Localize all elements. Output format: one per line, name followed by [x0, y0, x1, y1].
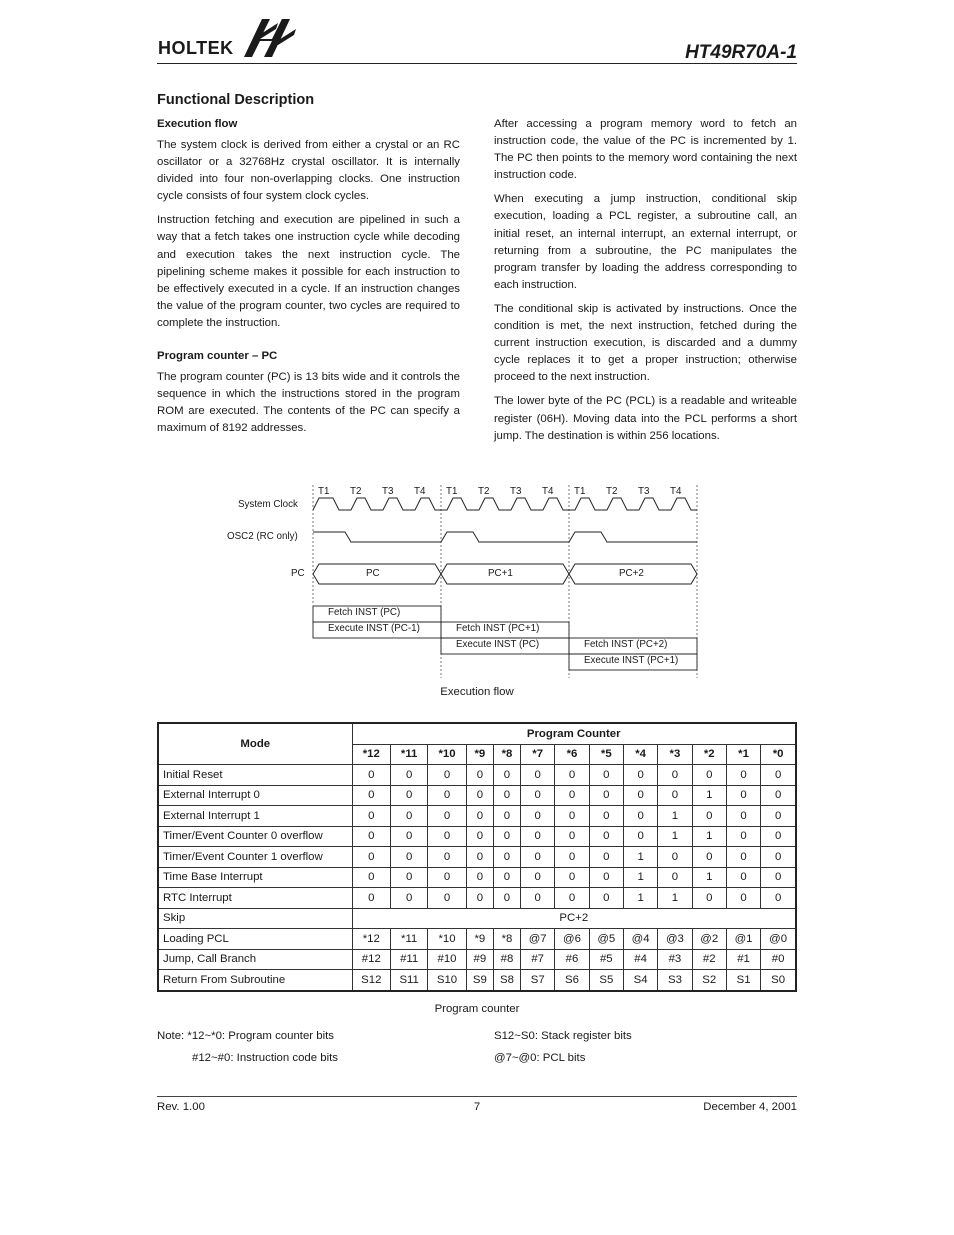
bit-cell: 0	[391, 867, 428, 888]
pc-value: PC	[366, 568, 380, 579]
bit-cell: 0	[589, 867, 623, 888]
mode-cell: Initial Reset	[158, 765, 352, 786]
bit-cell: S0	[761, 970, 796, 991]
left-paragraph-3: The program counter (PC) is 13 bits wide and it controls the sequence in which the instructions stored in the program ROM are executed. The contents of the PC can specify a maximum of 8192 addresses.	[157, 371, 460, 435]
bit-cell: 0	[761, 826, 796, 847]
mode-cell: Loading PCL	[158, 929, 352, 950]
bit-cell: S4	[623, 970, 657, 991]
table-row	[158, 970, 796, 991]
bit-cell: 0	[555, 785, 589, 806]
bit-cell: 0	[623, 785, 657, 806]
bit-cell: 0	[555, 826, 589, 847]
bit-cell: @5	[589, 929, 623, 950]
timing-waveforms	[305, 480, 705, 680]
bit-cell: 0	[352, 847, 391, 868]
program-counter-group-header: Program Counter	[352, 723, 796, 744]
bit-cell: 0	[726, 765, 760, 786]
bit-cell: 0	[466, 785, 493, 806]
mode-header: Mode	[158, 723, 352, 765]
bit-cell: 1	[658, 806, 692, 827]
bit-cell: 0	[589, 765, 623, 786]
osc2-label: OSC2 (RC only)	[227, 531, 298, 542]
bit-cell: S8	[493, 970, 520, 991]
bit-cell: #5	[589, 949, 623, 970]
execution-flow-heading: Execution flow	[157, 118, 238, 130]
bit-cell: 0	[726, 806, 760, 827]
brand-logo-text: HOLTEK	[158, 38, 234, 58]
bit-cell: @0	[761, 929, 796, 950]
note-instruction-code-bits: #12~#0: Instruction code bits	[192, 1052, 338, 1064]
bit-cell: *9	[466, 929, 493, 950]
bit-cell: 0	[521, 867, 555, 888]
bit-cell: S12	[352, 970, 391, 991]
bit-cell: 0	[692, 888, 726, 909]
bit-cell: 0	[623, 806, 657, 827]
bit-cell: 0	[761, 785, 796, 806]
right-paragraph-2: When executing a jump instruction, conditional skip execution, loading a PCL register, a subroutine call, an initial reset, an internal interrupt, an external interrupt, or returning from a subroutine, the PC manipulates the program transfer by loading the address corresponding to each instruction.	[494, 193, 797, 291]
phase-label: T3	[510, 486, 522, 497]
bit-cell: 0	[466, 847, 493, 868]
bit-cell: 0	[352, 867, 391, 888]
bit-cell: @3	[658, 929, 692, 950]
bit-cell: 0	[658, 785, 692, 806]
right-paragraph-3: The conditional skip is activated by instructions. Once the condition is met, the next instruction, fetched during the current instruction execution, is discarded and a dummy cycle replaces it to get a proper instruction; otherwise proceed to the next instruction.	[494, 302, 797, 384]
mode-cell: External Interrupt 0	[158, 785, 352, 806]
bit-header: *3	[658, 744, 692, 765]
table-row	[158, 949, 796, 970]
bit-cell: 0	[521, 806, 555, 827]
bit-cell: 0	[493, 785, 520, 806]
bit-cell: 0	[692, 847, 726, 868]
left-column	[157, 116, 460, 444]
mode-cell: External Interrupt 1	[158, 806, 352, 827]
bit-cell: 0	[726, 785, 760, 806]
phase-label: T1	[318, 486, 330, 497]
bit-cell: 0	[555, 765, 589, 786]
bit-cell: 0	[428, 867, 467, 888]
osc2-wave	[313, 532, 697, 542]
bit-cell: *12	[352, 929, 391, 950]
bit-cell: 0	[761, 847, 796, 868]
bit-cell: 0	[391, 806, 428, 827]
table-row	[158, 765, 796, 786]
mode-cell: Return From Subroutine	[158, 970, 352, 991]
bit-cell: S3	[658, 970, 692, 991]
note-program-counter-bits: Note: *12~*0: Program counter bits	[157, 1030, 334, 1042]
bit-header: *8	[493, 744, 520, 765]
bit-cell: 0	[391, 765, 428, 786]
bit-header: *2	[692, 744, 726, 765]
bit-cell: 0	[428, 806, 467, 827]
bit-cell: 0	[428, 785, 467, 806]
bit-cell: 0	[466, 765, 493, 786]
execution-flow-caption: Execution flow	[440, 686, 514, 698]
bit-cell: 0	[589, 847, 623, 868]
program-counter-table	[157, 722, 797, 992]
pc-label: PC	[291, 568, 305, 579]
document-id: HT49R70A-1	[685, 42, 797, 63]
bit-cell: 0	[555, 888, 589, 909]
bit-cell: 0	[761, 888, 796, 909]
bit-cell: @1	[726, 929, 760, 950]
bit-cell: #6	[555, 949, 589, 970]
table-row	[158, 929, 796, 950]
bit-cell: @7	[521, 929, 555, 950]
bit-cell: 0	[555, 847, 589, 868]
mode-cell: Timer/Event Counter 1 overflow	[158, 847, 352, 868]
bit-header: *0	[761, 744, 796, 765]
bit-header: *1	[726, 744, 760, 765]
bit-cell: 0	[589, 888, 623, 909]
bit-header: *5	[589, 744, 623, 765]
bit-cell: 0	[466, 867, 493, 888]
bit-cell: 1	[658, 826, 692, 847]
header-rule	[157, 63, 797, 64]
bit-cell: 0	[555, 806, 589, 827]
phase-label: T1	[446, 486, 458, 497]
holtek-logo-icon	[238, 13, 300, 59]
phase-label: T2	[350, 486, 362, 497]
bit-cell: S1	[726, 970, 760, 991]
bit-cell: 1	[623, 867, 657, 888]
bit-cell: #7	[521, 949, 555, 970]
system-clock-label: System Clock	[238, 499, 298, 510]
bit-cell: 1	[692, 785, 726, 806]
bit-cell: #11	[391, 949, 428, 970]
bit-cell: 0	[391, 785, 428, 806]
bit-cell: S11	[391, 970, 428, 991]
bit-cell: 0	[352, 765, 391, 786]
bit-cell: #12	[352, 949, 391, 970]
table-row	[158, 785, 796, 806]
bit-cell: 0	[352, 806, 391, 827]
bit-cell: 0	[428, 847, 467, 868]
pc-value: PC+2	[619, 568, 644, 579]
page-number: 7	[473, 1101, 481, 1113]
bit-cell: S7	[521, 970, 555, 991]
bit-cell: 0	[692, 765, 726, 786]
mode-cell: Timer/Event Counter 0 overflow	[158, 826, 352, 847]
section-title: Functional Description	[157, 92, 315, 108]
note-pcl-bits: @7~@0: PCL bits	[494, 1052, 586, 1064]
table-row	[158, 806, 796, 827]
bit-header: *9	[466, 744, 493, 765]
bit-cell: 0	[391, 826, 428, 847]
bit-cell: 0	[493, 765, 520, 786]
pipeline-execute-1: Execute INST (PC-1)	[328, 623, 420, 634]
footer-rule	[157, 1096, 797, 1097]
bit-cell: *10	[428, 929, 467, 950]
bit-cell: 0	[761, 765, 796, 786]
bit-cell: @6	[555, 929, 589, 950]
bit-cell: 0	[391, 888, 428, 909]
bit-cell: S5	[589, 970, 623, 991]
mode-cell: Jump, Call Branch	[158, 949, 352, 970]
phase-label: T4	[542, 486, 554, 497]
bit-cell: 0	[589, 785, 623, 806]
right-paragraph-4: The lower byte of the PC (PCL) is a readable and writeable register (06H). Moving data into the PCL performs a short jump. The destination is within 256 locations.	[494, 395, 797, 442]
program-counter-table-body	[158, 765, 796, 991]
bit-cell: 0	[658, 847, 692, 868]
bit-cell: #8	[493, 949, 520, 970]
bit-cell: *8	[493, 929, 520, 950]
bit-cell: 1	[692, 826, 726, 847]
bit-cell: 1	[623, 847, 657, 868]
document-date: December 4, 2001	[703, 1101, 797, 1113]
pipeline-fetch-1: Fetch INST (PC)	[328, 607, 401, 618]
bit-header: *6	[555, 744, 589, 765]
pipeline-fetch-2: Fetch INST (PC+1)	[456, 623, 540, 634]
bit-cell: 0	[391, 847, 428, 868]
bit-cell: 0	[493, 867, 520, 888]
bit-cell: 0	[589, 806, 623, 827]
phase-label: T3	[382, 486, 394, 497]
bit-cell: 0	[493, 806, 520, 827]
bit-header: *7	[521, 744, 555, 765]
phase-label: T1	[574, 486, 586, 497]
bit-cell: 0	[623, 826, 657, 847]
pipeline-execute-2: Execute INST (PC)	[456, 639, 540, 650]
bit-cell: 0	[658, 867, 692, 888]
bit-cell: 1	[692, 867, 726, 888]
table-row	[158, 826, 796, 847]
bit-cell: 0	[521, 765, 555, 786]
phase-label: T4	[414, 486, 426, 497]
bit-cell: 0	[428, 826, 467, 847]
note-stack-register-bits: S12~S0: Stack register bits	[494, 1030, 632, 1042]
bit-cell: 0	[428, 888, 467, 909]
table-row	[158, 847, 796, 868]
bit-cell: 0	[466, 888, 493, 909]
bit-cell: 0	[658, 765, 692, 786]
revision: Rev. 1.00	[157, 1101, 205, 1113]
table-row	[158, 867, 796, 888]
bit-cell: 0	[521, 888, 555, 909]
bit-cell: S6	[555, 970, 589, 991]
bit-cell: #3	[658, 949, 692, 970]
bit-cell: #9	[466, 949, 493, 970]
bit-cell: 0	[521, 826, 555, 847]
bit-cell: #4	[623, 949, 657, 970]
bit-cell: #1	[726, 949, 760, 970]
bit-cell: 0	[466, 826, 493, 847]
bit-cell: 1	[623, 888, 657, 909]
left-paragraph-1: The system clock is derived from either a crystal or an RC oscillator or a 32768Hz crystal oscillator. It is internally divided into four non-overlapping clocks. One instruction cycle consists of four system clock cycles.	[157, 139, 460, 203]
bit-cell: 0	[521, 847, 555, 868]
bit-cell: @2	[692, 929, 726, 950]
program-counter-heading: Program counter – PC	[157, 350, 278, 363]
program-counter-caption: Program counter	[434, 1003, 520, 1015]
bit-cell: 0	[352, 826, 391, 847]
pipeline-execute-3: Execute INST (PC+1)	[584, 655, 679, 666]
left-paragraph-2: Instruction fetching and execution are pipelined in such a way that a fetch takes one instruction cycle while decoding and execution takes the next instruction cycle. The pipelining scheme makes it possible for each instruction to be effectively executed in a cycle. If an instruction changes the value of the program counter, two cycles are required to complete the instruction.	[157, 214, 460, 329]
bit-cell: #10	[428, 949, 467, 970]
bit-header: *4	[623, 744, 657, 765]
bit-cell: 0	[726, 867, 760, 888]
bit-cell: S2	[692, 970, 726, 991]
bit-header: *11	[391, 744, 428, 765]
right-column	[494, 116, 797, 452]
phase-label: T2	[478, 486, 490, 497]
bit-cell: 0	[428, 765, 467, 786]
bit-header: *12	[352, 744, 391, 765]
bit-cell: 0	[555, 867, 589, 888]
phase-label: T2	[606, 486, 618, 497]
bit-cell: 0	[623, 765, 657, 786]
table-row	[158, 888, 796, 909]
bit-cell: 0	[466, 806, 493, 827]
mode-cell: Time Base Interrupt	[158, 867, 352, 888]
bit-cell: *11	[391, 929, 428, 950]
pipeline-fetch-3: Fetch INST (PC+2)	[584, 639, 668, 650]
bit-cell: 0	[726, 826, 760, 847]
pc-value: PC+1	[488, 568, 513, 579]
mode-cell: Skip	[158, 908, 352, 929]
phase-label: T4	[670, 486, 682, 497]
bit-cell: S10	[428, 970, 467, 991]
bit-cell: 0	[761, 867, 796, 888]
bit-cell: 0	[761, 806, 796, 827]
bit-cell: 0	[493, 847, 520, 868]
bit-cell: 0	[352, 888, 391, 909]
mode-cell: RTC Interrupt	[158, 888, 352, 909]
bit-cell: 1	[658, 888, 692, 909]
bit-cell: S9	[466, 970, 493, 991]
spanned-value-cell: PC+2	[352, 908, 796, 929]
bit-cell: 0	[521, 785, 555, 806]
table-row	[158, 908, 796, 929]
right-paragraph-1: After accessing a program memory word to fetch an instruction code, the value of the PC is incremented by 1. The PC then points to the memory word containing the next instruction code.	[494, 118, 797, 182]
bit-cell: #2	[692, 949, 726, 970]
bit-cell: 0	[493, 826, 520, 847]
bit-header: *10	[428, 744, 467, 765]
bit-cell: 0	[726, 847, 760, 868]
bit-cell: 0	[352, 785, 391, 806]
phase-label: T3	[638, 486, 650, 497]
bit-cell: @4	[623, 929, 657, 950]
bit-cell: 0	[726, 888, 760, 909]
bit-cell: 0	[692, 806, 726, 827]
bit-cell: 0	[589, 826, 623, 847]
bit-cell: 0	[493, 888, 520, 909]
bit-cell: #0	[761, 949, 796, 970]
system-clock-wave	[313, 498, 697, 510]
